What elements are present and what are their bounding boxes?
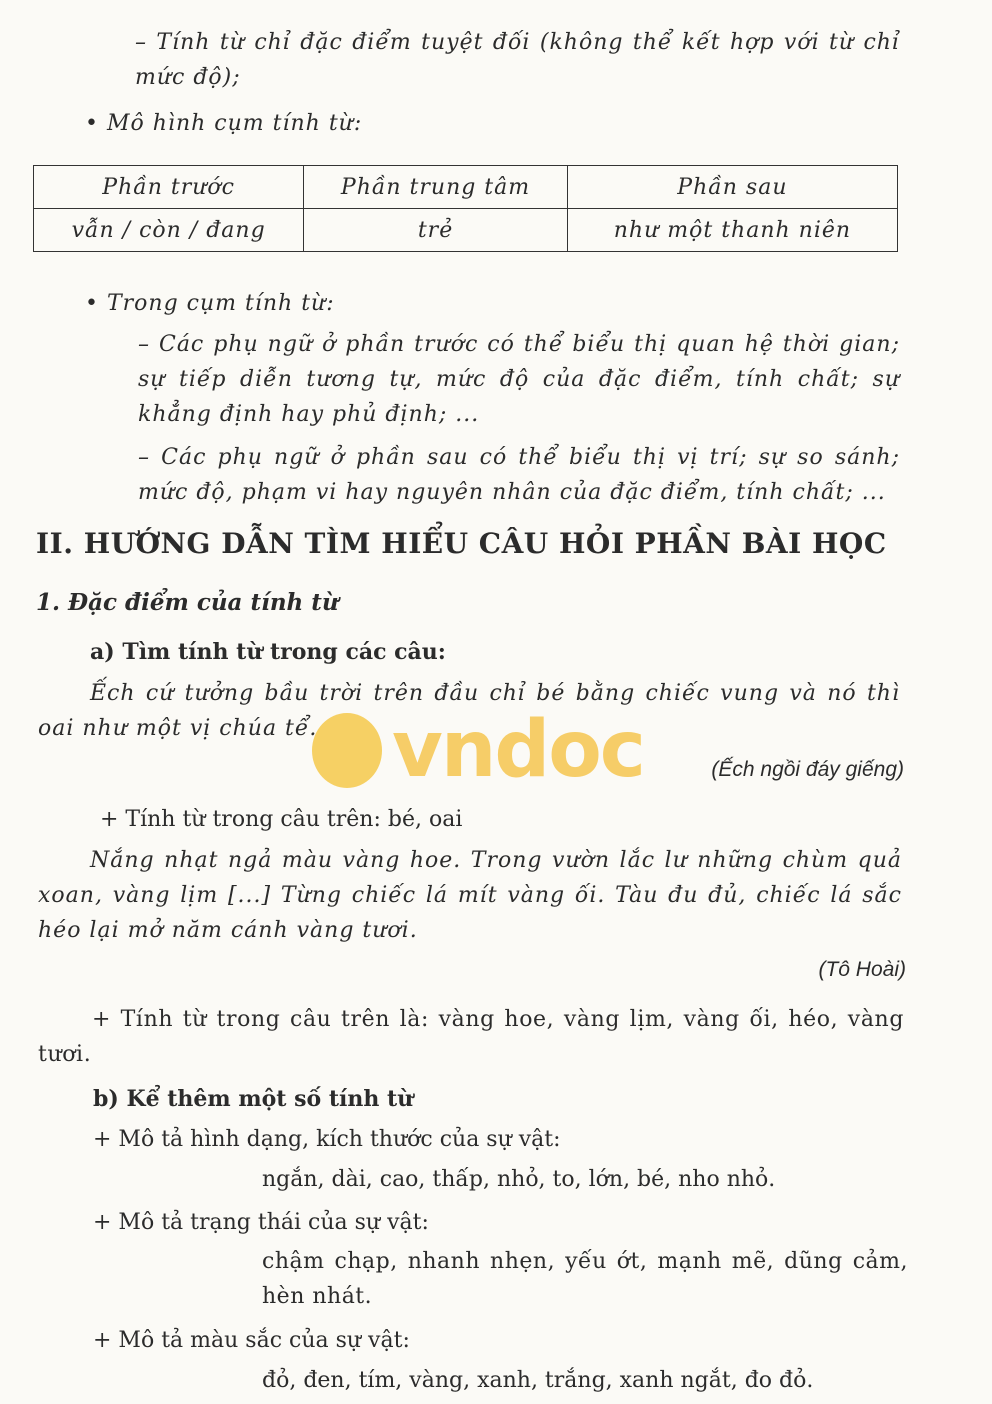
section-title: II. HƯỚNG DẪN TÌM HIỂU CÂU HỎI PHẦN BÀI HỌC xyxy=(36,527,887,560)
quote-2: Nắng nhạt ngả màu vàng hoe. Trong vườn lắc lư những chùm quả xoan, vàng lịm [...] Từng chiếc lá mít vàng ối. Tàu đu đủ, chiếc lá sắc héo lại mở năm cánh vàng tươi. xyxy=(38,848,902,943)
table-cell: vẫn / còn / đang xyxy=(34,209,304,252)
quote-1-source: (Ếch ngồi đáy giếng) xyxy=(711,758,904,781)
table-header: Phần trước xyxy=(34,166,304,209)
table-row xyxy=(34,209,898,252)
table-header: Phần sau xyxy=(567,166,897,209)
table-header-row xyxy=(34,166,898,209)
quote-2-source: (Tô Hoài) xyxy=(818,958,906,981)
in-phrase-item: – Các phụ ngữ ở phần sau có thể biểu thị vị trí; sự so sánh; mức độ, phạm vi hay nguyên nhân của đặc điểm, tính chất; ... xyxy=(138,445,900,505)
group-words: ngắn, dài, cao, thấp, nhỏ, to, lớn, bé, nho nhỏ. xyxy=(262,1167,776,1192)
intro-line: – Tính từ chỉ đặc điểm tuyệt đối (không thể kết hợp với từ chỉ mức độ); xyxy=(135,30,900,90)
table-header: Phần trung tâm xyxy=(304,166,568,209)
subsection-title: 1. Đặc điểm của tính từ xyxy=(36,589,339,616)
group-label: + Mô tả trạng thái của sự vật: xyxy=(93,1210,429,1235)
chick-mascot-icon xyxy=(312,713,382,788)
in-phrase-heading: • Trong cụm tính từ: xyxy=(85,291,335,316)
part-a-title: a) Tìm tính từ trong các câu: xyxy=(90,639,446,665)
group-label: + Mô tả màu sắc của sự vật: xyxy=(93,1328,410,1353)
group-words: đỏ, đen, tím, vàng, xanh, trắng, xanh ngắt, đo đỏ. xyxy=(262,1368,814,1393)
adjective-phrase-table xyxy=(33,165,898,252)
answer-2: + Tính từ trong câu trên là: vàng hoe, vàng lịm, vàng ối, héo, vàng tươi. xyxy=(38,1007,904,1067)
table-cell: như một thanh niên xyxy=(567,209,897,252)
group-label: + Mô tả hình dạng, kích thước của sự vật: xyxy=(93,1127,561,1152)
watermark-text: vndoc xyxy=(392,705,645,795)
vndoc-watermark-logo xyxy=(312,705,644,795)
table-cell: trẻ xyxy=(304,209,568,252)
model-heading: • Mô hình cụm tính từ: xyxy=(85,111,363,136)
group-words: chậm chạp, nhanh nhẹn, yếu ớt, mạnh mẽ, dũng cảm, hèn nhát. xyxy=(262,1249,908,1309)
part-b-title: b) Kể thêm một số tính từ xyxy=(93,1086,414,1112)
in-phrase-item: – Các phụ ngữ ở phần trước có thể biểu thị quan hệ thời gian; sự tiếp diễn tương tự, mức độ của đặc điểm, tính chất; sự khẳng định hay phủ định; ... xyxy=(138,332,900,427)
quote-1: Ếch cứ tưởng bầu trời trên đầu chỉ bé bằng chiếc vung và nó thì oai như một vị chúa tể. xyxy=(38,681,900,741)
answer-1: + Tính từ trong câu trên: bé, oai xyxy=(100,807,463,832)
